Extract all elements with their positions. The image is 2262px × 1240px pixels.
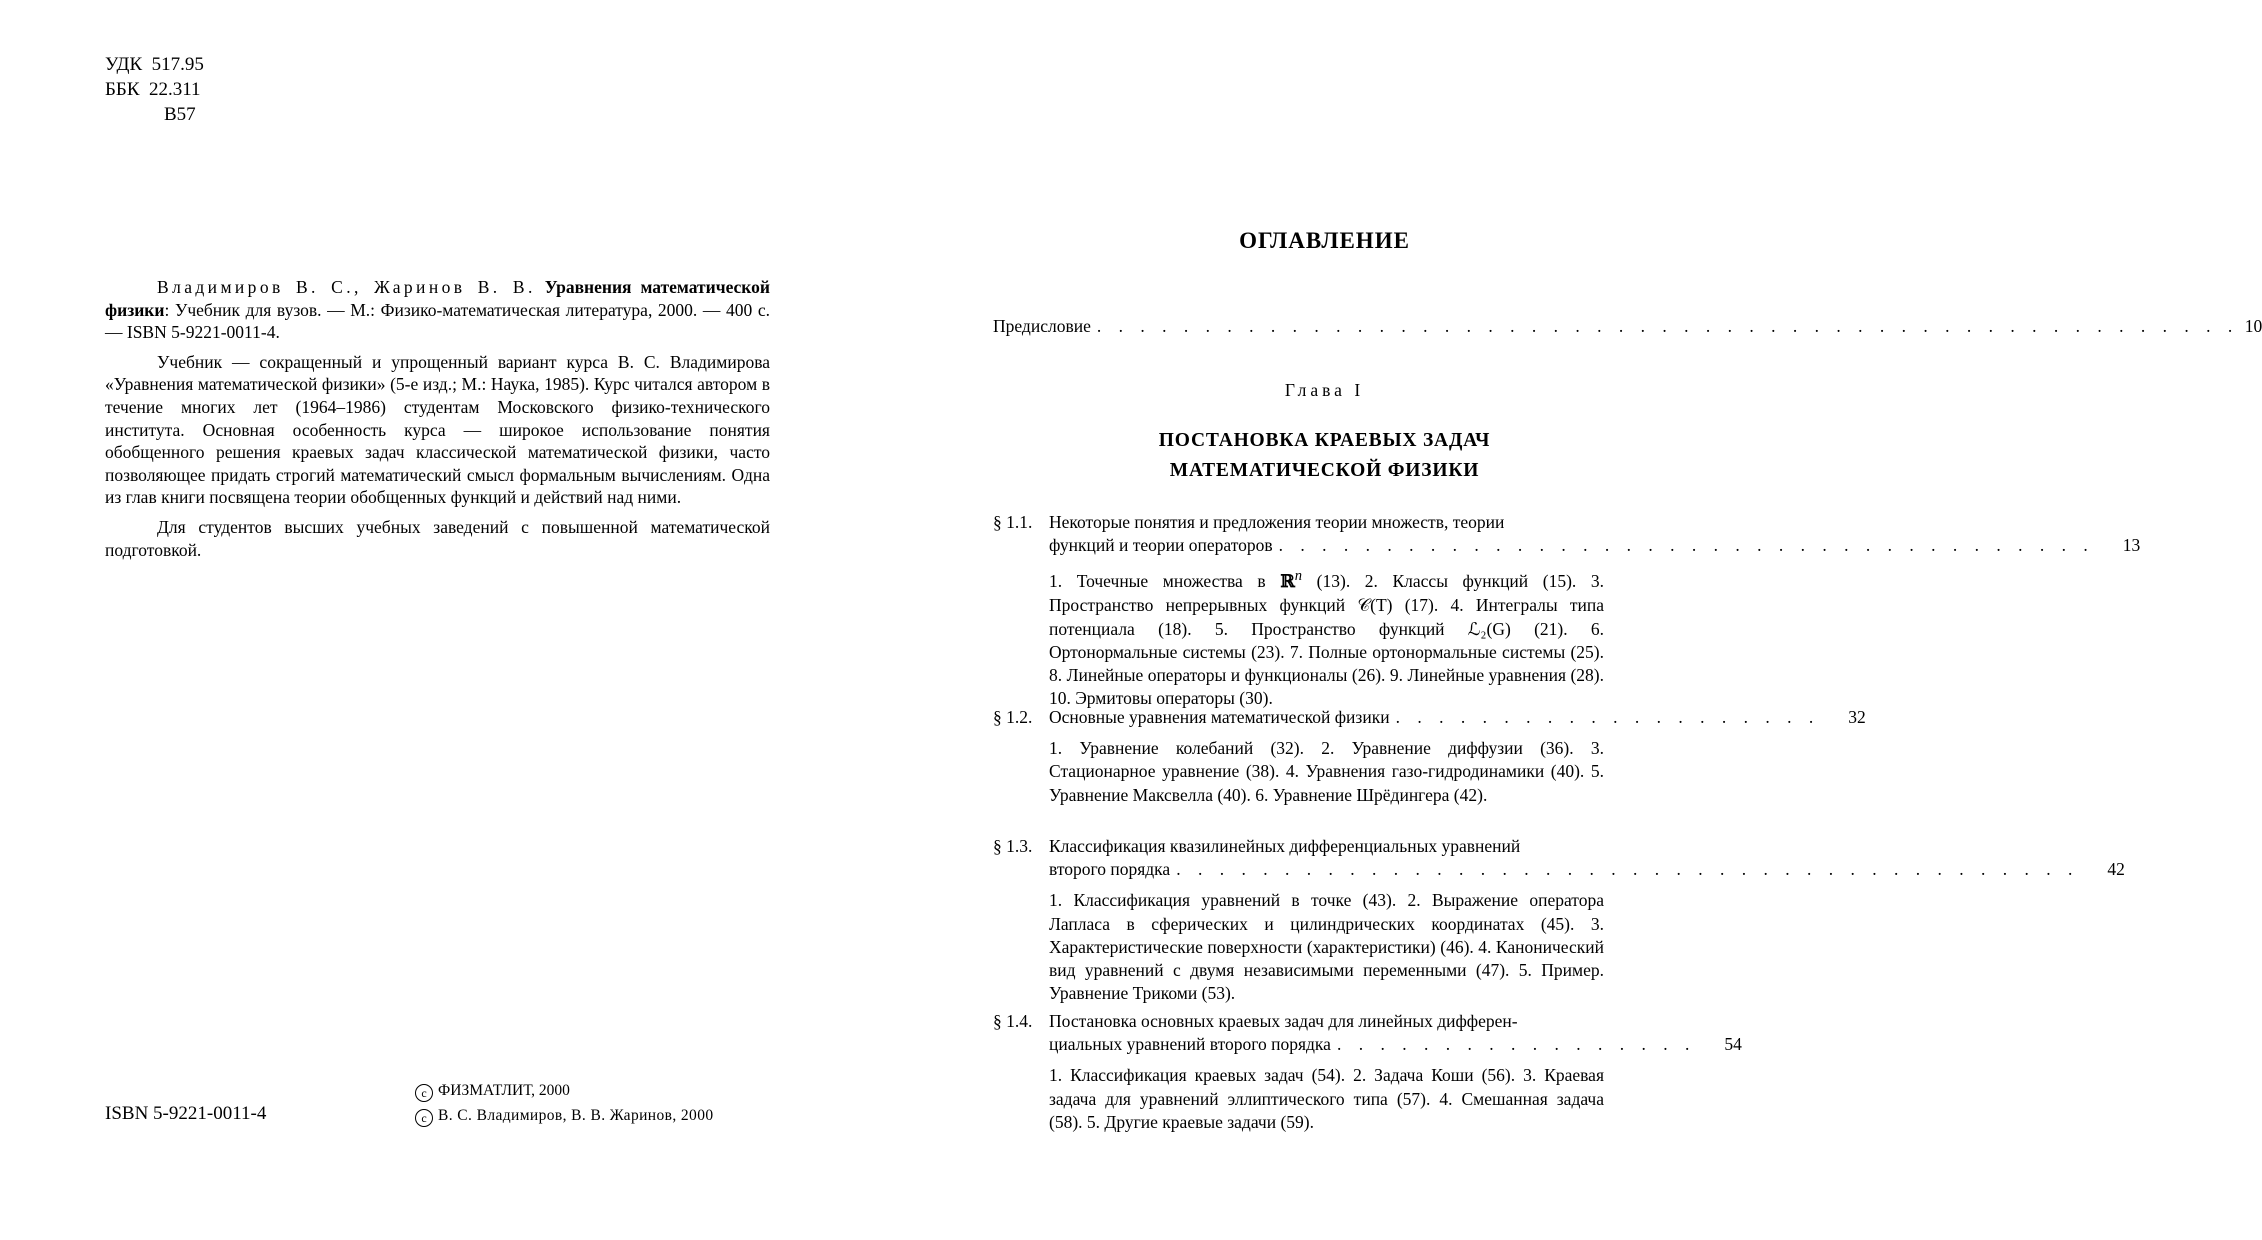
toc-section-1-1[interactable] [993, 511, 2141, 710]
toc-entry-preface[interactable] [993, 316, 2262, 337]
toc-entry-label: Предисловие [993, 316, 1091, 336]
subsection-list: 1. Классификация уравнений в точке (43). 2. Выражение оператора Лапласа в сферических и цилиндрических координатах (45). 3. Характеристические поверхности (характеристики) (46). 4. Канонический вид уравнений с двумя независимыми переменными (47). 5. Пример. Уравнение Трикоми (53). [1049, 890, 1604, 1004]
bibliographic-entry [105, 276, 770, 344]
leader-dots: . . . . . . . . . . . . . . . . . [1336, 1034, 1696, 1055]
section-title-line: функций и теории операторов [1049, 535, 1273, 556]
leader-dots: . . . . . . . . . . . . . . . . . . . . . . . . . . . . . . . . . . . . . . . . . . . . . . . . . . . . . [1096, 316, 2239, 336]
section-number: § 1.4. [993, 1011, 1033, 1031]
section-title-line: Классификация квазилинейных дифференциальных уравнений [1049, 836, 1521, 856]
classification-block [105, 52, 204, 127]
section-title-line: циальных уравнений второго порядка [1049, 1034, 1331, 1055]
leader-dots: . . . . . . . . . . . . . . . . . . . . [1395, 707, 1820, 727]
section-number: § 1.2. [993, 707, 1033, 727]
section-number: § 1.1. [993, 512, 1033, 532]
toc-page-number: 10 [2244, 316, 2262, 336]
annotation-paragraph: Учебник — сокращенный и упрощенный вариант курса В. С. Владимирова «Уравнения математической физики» (5-е изд.; М.: Наука, 1985). Курс читался автором в течение многих лет (1964–1986) студентам Московского физико-технического института. Основная особенность курса — широкое использование понятия обобщенного решения краевых задач классической математической физики, часто позволяющее придать строгий математический смысл формальным вычислениям. Одна из глав книги посвящена теории обобщенных функций и действий над ними. [105, 351, 770, 508]
copyright-authors: c В. С. Владимиров, В. В. Жаринов, 2000 [415, 1103, 714, 1128]
toc-page-number: 13 [2122, 535, 2141, 556]
real-numbers-symbol: ℝ [1280, 572, 1295, 593]
section-title-line: Основные уравнения математической физики [1049, 707, 1390, 727]
chapter-label: Глава I [1284, 380, 1365, 400]
toc-page-number: 42 [2107, 859, 2125, 880]
author-mark: В57 [164, 104, 196, 125]
copyright-publisher: c ФИЗМАТЛИТ, 2000 [415, 1078, 714, 1103]
section-title-line: второго порядка [1049, 859, 1171, 880]
audience-paragraph: Для студентов высших учебных заведений с повышенной математической подготовкой. [105, 516, 770, 560]
section-title-line: Постановка основных краевых задач для линейных дифферен- [1049, 1011, 1518, 1031]
book-title: Уравнения математической физики [105, 277, 770, 320]
leader-dots: . . . . . . . . . . . . . . . . . . . . . . . . . . . . . . . . . . . . . . . . . . [1176, 859, 2079, 880]
toc-section-1-4[interactable] [993, 1010, 1742, 1134]
chapter-title: ПОСТАНОВКА КРАЕВЫХ ЗАДАЧ МАТЕМАТИЧЕСКОЙ ФИЗИКИ [1158, 430, 1491, 481]
toc-page-number: 54 [1724, 1034, 1742, 1055]
toc-page-number: 32 [1848, 707, 1866, 727]
toc-section-1-3[interactable] [993, 835, 2125, 1005]
subsection-list: 1. Уравнение колебаний (32). 2. Уравнение диффузии (36). 3. Стационарное уравнение (38). 4. Уравнения газо-гидродинамики (40). 5. Уравнение Максвелла (40). 6. Уравнение Шрёдингера (42). [1049, 738, 1604, 805]
bbk-code: ББК 22.311 [105, 79, 201, 100]
authors: Владимиров В. С., Жаринов В. В. [157, 277, 536, 297]
copyright-block [415, 1078, 714, 1128]
copyright-icon: c [415, 1109, 433, 1127]
annotation [105, 276, 770, 568]
subsection-list: 1. Классификация краевых задач (54). 2. Задача Коши (56). 3. Краевая задача для уравнений эллиптического типа (57). 4. Смешанная задача (58). 5. Другие краевые задачи (59). [1049, 1065, 1604, 1132]
udk-code: УДК 517.95 [105, 54, 204, 75]
section-number: § 1.3. [993, 836, 1033, 856]
subsection-list: 1. Точечные множества в ℝ$^n$ (13). 2. Классы функций (15). 3. Пространство непрерывных функций 𝒞(T) (17). 4. Интегралы типа потенциала (18). 5. Пространство функций ℒ₂(G) (21). 6. Ортонормальные системы (23). 7. Полные ортонормальные системы (25). 8. Линейные операторы и функционалы (26). 9. Линейные уравнения (28). 10. Эрмитовы операторы (30). [1049, 568, 1604, 709]
copyright-icon: c [415, 1084, 433, 1102]
toc-title: ОГЛАВЛЕНИЕ [1239, 228, 1410, 253]
isbn: ISBN 5-9221-0011-4 [105, 1103, 267, 1124]
bibliographic-details: : Учебник для вузов. — М.: Физико-математическая литература, 2000. — 400 с. — ISBN 5-9221-0011-4. [105, 299, 770, 343]
section-title-line: Некоторые понятия и предложения теории множеств, теории [1049, 512, 1505, 532]
toc-section-1-2[interactable] [993, 706, 1866, 807]
leader-dots: . . . . . . . . . . . . . . . . . . . . . . . . . . . . . . . . . . . . . . [1278, 535, 2095, 556]
